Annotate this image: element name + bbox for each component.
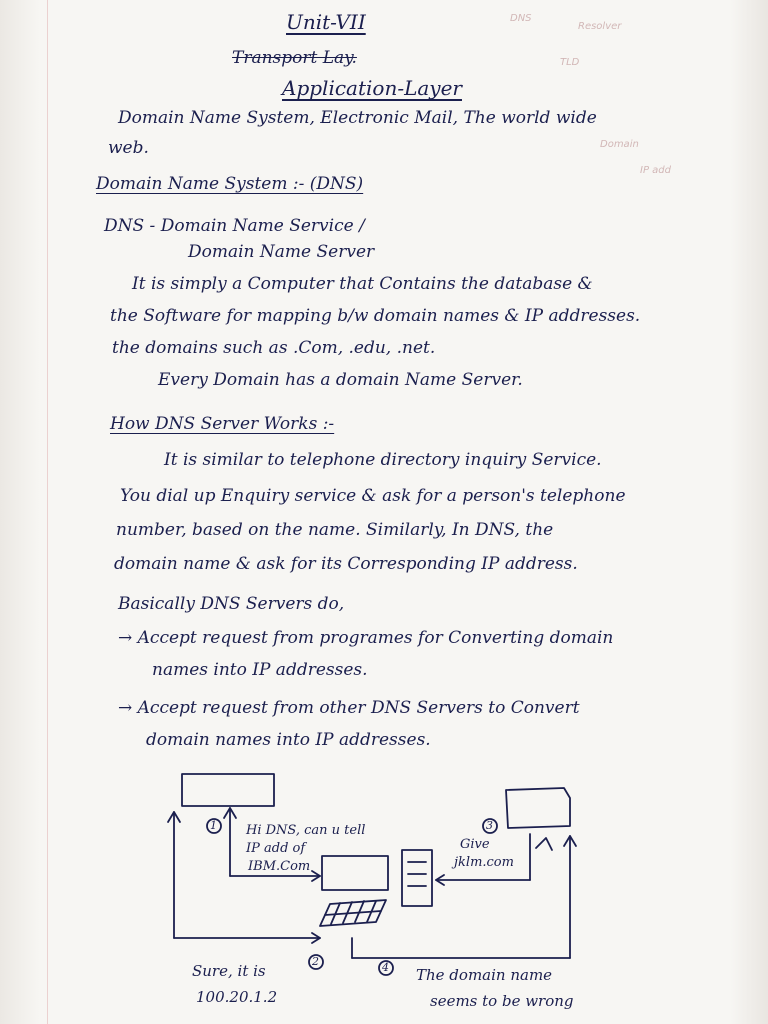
bleed-text: Resolver	[578, 21, 622, 32]
layer-title: Application-Layer	[282, 76, 462, 100]
step1-text: IBM.Com	[248, 859, 311, 874]
paragraph-line: the domains such as .Com, .edu, .net.	[112, 338, 436, 358]
how-heading: How DNS Server Works :-	[110, 414, 335, 434]
step-number: 4	[382, 961, 389, 974]
dns-heading: Domain Name System :- (DNS)	[96, 174, 364, 194]
paragraph-line: number, based on the name. Similarly, In DNS, the	[116, 520, 554, 540]
step4-text: The domain name	[416, 966, 553, 984]
paragraph-line: Basically DNS Servers do,	[118, 594, 345, 614]
step2-text: 100.20.1.2	[196, 988, 278, 1006]
bullet-line: names into IP addresses.	[152, 660, 368, 680]
intro-line: Domain Name System, Electronic Mail, The world wide	[118, 108, 597, 128]
paragraph-line: You dial up Enquiry service & ask for a person's telephone	[120, 486, 626, 506]
paragraph-line: It is similar to telephone directory inquiry Service.	[164, 450, 602, 470]
unit-title: Unit-VII	[286, 10, 366, 34]
step1-text: Hi DNS, can u tell	[246, 823, 366, 838]
intro-line: web.	[108, 138, 149, 158]
bleed-text: TLD	[560, 57, 580, 68]
dns-definition: DNS - Domain Name Service /	[104, 216, 365, 236]
dns-server-monitor	[322, 856, 388, 890]
paragraph-line: Every Domain has a domain Name Server.	[158, 370, 523, 390]
bleed-text: DNS	[510, 13, 532, 24]
bullet-line: → Accept request from other DNS Servers to Convert	[118, 698, 580, 718]
server-tower	[402, 850, 432, 906]
step4-text: seems to be wrong	[430, 992, 574, 1010]
struck-title: Transport Lay.	[232, 48, 357, 68]
step-number: 2	[312, 955, 319, 968]
paragraph-line: the Software for mapping b/w domain names & IP addresses.	[110, 306, 641, 326]
dns-definition: Domain Name Server	[188, 242, 375, 262]
step3-text: jklm.com	[454, 855, 514, 870]
other-dns-server	[506, 788, 570, 828]
paragraph-line: It is simply a Computer that Contains the database &	[132, 274, 593, 294]
bullet-line: domain names into IP addresses.	[146, 730, 431, 750]
step-number: 1	[210, 819, 217, 832]
paragraph-line: domain name & ask for its Corresponding IP address.	[114, 554, 578, 574]
step3-text: Give	[460, 837, 490, 852]
step1-text: IP add of	[246, 841, 306, 856]
client-monitor	[182, 774, 274, 806]
bleed-text: IP add	[640, 165, 671, 176]
step-number: 3	[486, 819, 493, 832]
bullet-line: → Accept request from programes for Converting domain	[118, 628, 614, 648]
bleed-text: Domain	[600, 139, 639, 150]
step2-text: Sure, it is	[192, 962, 266, 980]
